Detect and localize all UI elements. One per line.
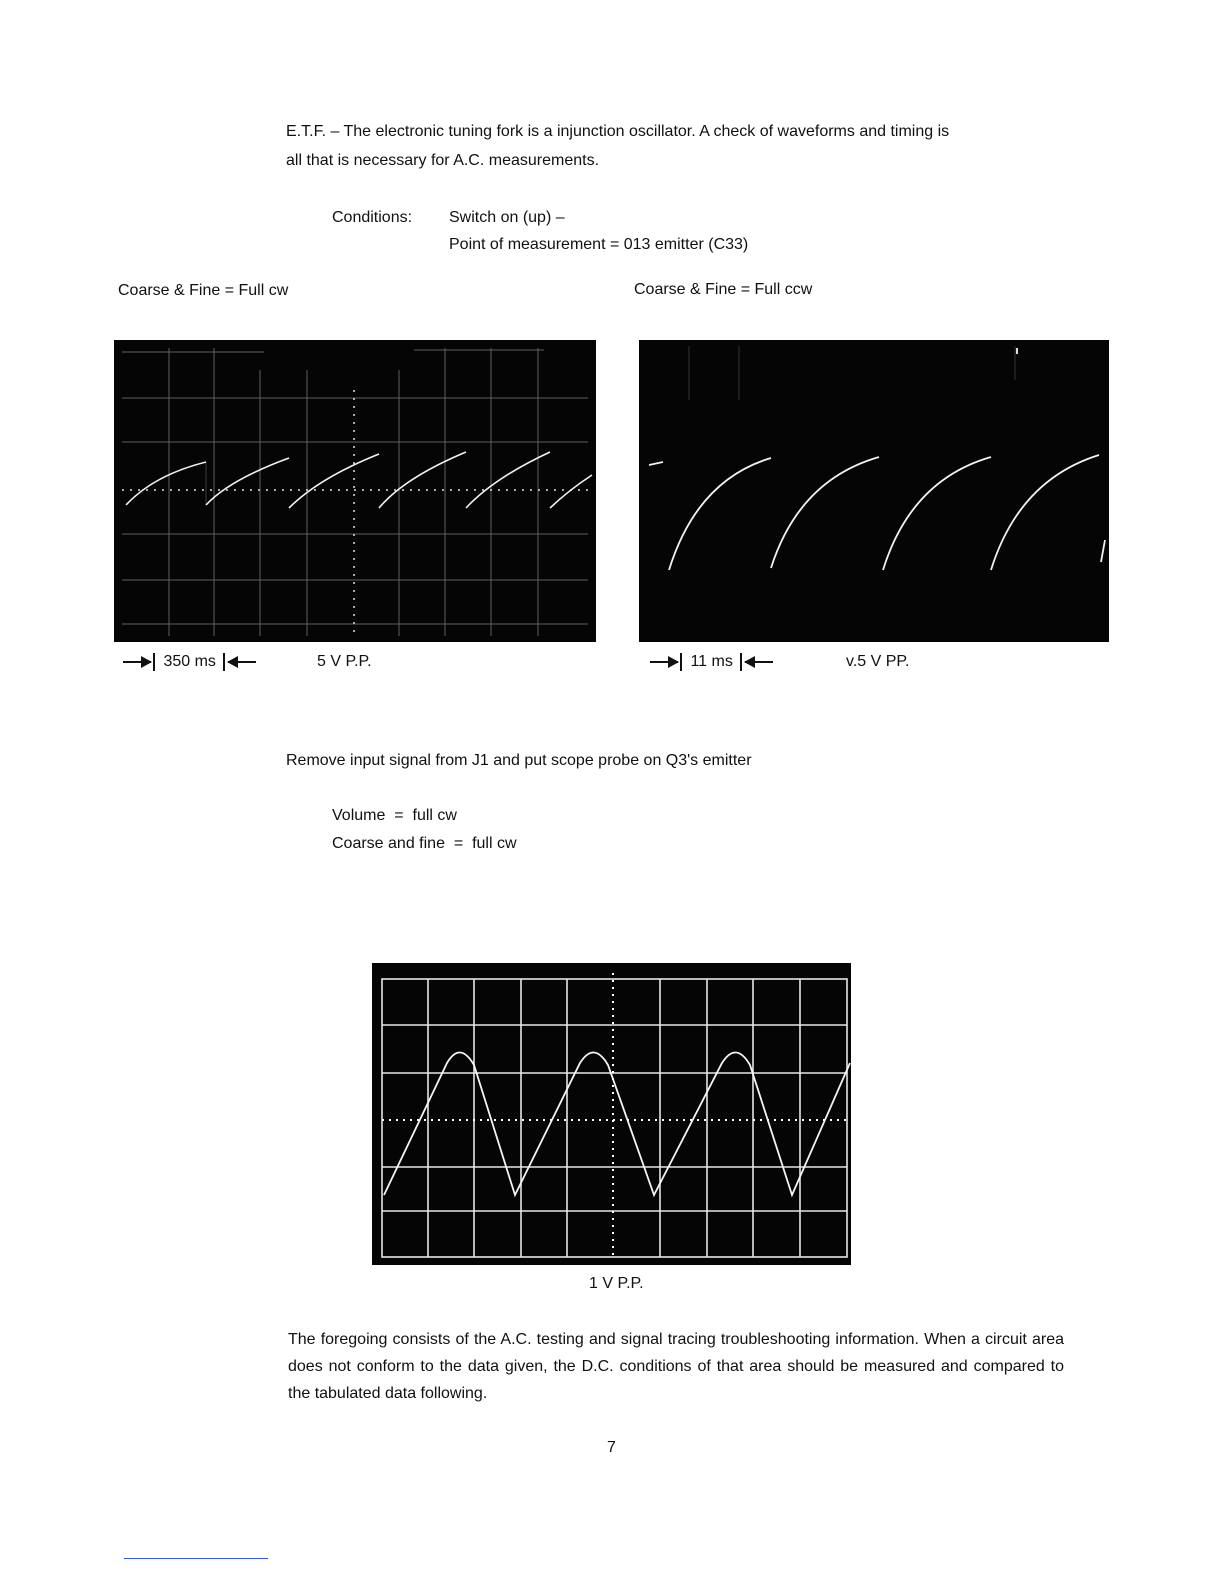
- intro-line-2: all that is necessary for A.C. measurements.: [286, 152, 600, 169]
- arrow-left-icon: [220, 652, 256, 672]
- left-scope-volts: 5 V P.P.: [317, 653, 372, 670]
- coarse-fine-setting: Coarse and fine = full cw: [332, 835, 517, 852]
- bottom-rule: [124, 1558, 268, 1559]
- left-scope-time: 350 ms: [163, 653, 216, 670]
- right-scope-time: 11 ms: [690, 653, 733, 670]
- right-scope-heading: Coarse & Fine = Full ccw: [634, 281, 813, 298]
- right-scope-time-caption: [650, 652, 773, 672]
- right-scope-volts: v.5 V PP.: [846, 653, 910, 670]
- conditions-line-2: Point of measurement = 013 emitter (C33): [449, 236, 749, 253]
- arrow-left-icon: [737, 652, 773, 672]
- arrow-right-icon: [650, 652, 686, 672]
- conditions-line-1: Switch on (up) –: [449, 209, 565, 226]
- closing-paragraph: The foregoing consists of the A.C. testing and signal tracing troubleshooting information. When a circuit area does not conform to the data given, the D.C. conditions of that area should be measured and compared to the tabulated data following.: [288, 1331, 1064, 1402]
- arrow-right-icon: [123, 652, 159, 672]
- remove-instruction: Remove input signal from J1 and put scope probe on Q3's emitter: [286, 752, 752, 769]
- page-number: 7: [607, 1439, 616, 1456]
- intro-line-1: E.T.F. – The electronic tuning fork is a injunction oscillator. A check of waveforms and timing is: [286, 123, 950, 140]
- left-scope-time-caption: [123, 652, 256, 672]
- bottom-scope-volts: 1 V P.P.: [589, 1275, 644, 1292]
- conditions-label: Conditions:: [332, 209, 413, 226]
- right-oscilloscope-trace: [639, 340, 1109, 642]
- volume-setting: Volume = full cw: [332, 807, 457, 824]
- left-oscilloscope-trace: [114, 340, 596, 642]
- left-scope-heading: Coarse & Fine = Full cw: [118, 282, 289, 299]
- bottom-oscilloscope-trace: [372, 963, 851, 1265]
